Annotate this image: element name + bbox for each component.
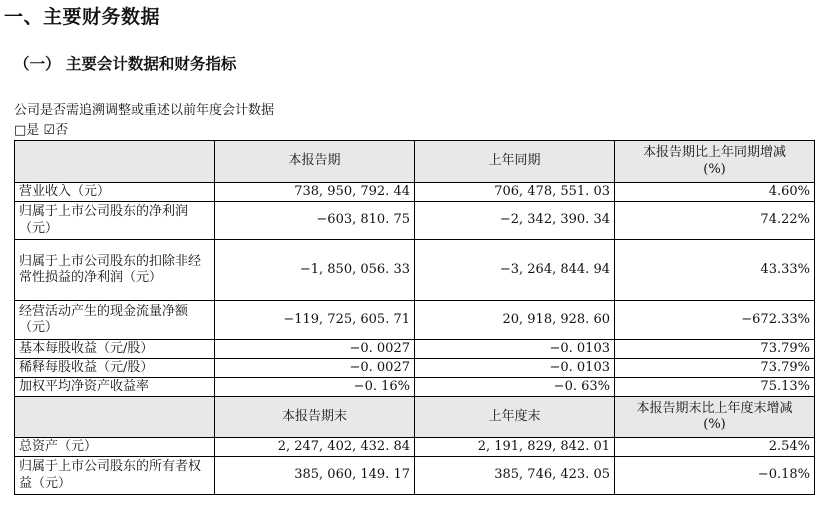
cell-previous: −0. 63% [415,378,615,397]
restate-question: 公司是否需追溯调整或重述以前年度会计数据 [14,103,275,118]
cell-current: −0. 0027 [215,340,415,359]
table2-header-previous: 上年度末 [415,397,615,438]
cell-current: −1, 850, 056. 33 [215,240,415,301]
cell-change: 2.54% [615,438,815,457]
table1-header-row [15,141,815,183]
cell-change: 4.60% [615,183,815,202]
row-label: 归属于上市公司股东的净利润（元） [15,202,215,240]
financial-table [14,140,815,495]
cell-current: 385, 060, 149. 17 [215,457,415,495]
cell-change: 43.33% [615,240,815,301]
row-label: 稀释每股收益（元/股） [15,359,215,378]
cell-current: 738, 950, 792. 44 [215,183,415,202]
table2-header-change [615,397,815,438]
cell-change: 73.79% [615,359,815,378]
subsection-title: （一） 主要会计数据和财务指标 [14,55,237,73]
table-row [15,183,815,202]
cell-previous: 706, 478, 551. 03 [415,183,615,202]
table-row [15,359,815,378]
no-checkbox[interactable]: ☑否 [43,123,69,138]
cell-previous: 385, 746, 423. 05 [415,457,615,495]
table1-header-change-text: 本报告期比上年同期增减 [642,145,786,160]
yes-checkbox[interactable]: □是 [14,123,40,138]
row-label: 基本每股收益（元/股） [15,340,215,359]
table-row [15,240,815,301]
row-label: 归属于上市公司股东的所有者权益（元） [15,457,215,495]
cell-current: −0. 0027 [215,359,415,378]
table1-header-previous: 上年同期 [415,141,615,183]
cell-current: −603, 810. 75 [215,202,415,240]
row-label: 归属于上市公司股东的扣除非经常性损益的净利润（元） [15,240,215,301]
cell-previous: −3, 264, 844. 94 [415,240,615,301]
table-row [15,202,815,240]
cell-change: −672.33% [615,301,815,340]
table-row [15,340,815,359]
cell-previous: 20, 918, 928. 60 [415,301,615,340]
table2-header-change-text: 本报告期末比上年度末增减 [636,400,793,416]
table1-header-change-unit: (%) [703,161,726,177]
table2-header-blank [15,397,215,438]
section-title: 一、主要财务数据 [4,6,161,28]
row-label: 营业收入（元） [15,183,215,202]
table-row [15,301,815,340]
table1-header-current: 本报告期 [215,141,415,183]
cell-change: 73.79% [615,340,815,359]
cell-previous: −2, 342, 390. 34 [415,202,615,240]
cell-change: 74.22% [615,202,815,240]
table2-header-change-unit: (%) [703,417,726,432]
table2-header-row [15,397,815,438]
cell-previous: −0. 0103 [415,359,615,378]
table1-header-change [615,141,815,183]
table-row [15,438,815,457]
cell-previous: −0. 0103 [415,340,615,359]
table-row [15,457,815,495]
cell-current: −119, 725, 605. 71 [215,301,415,340]
table2-header-current: 本报告期末 [215,397,415,438]
restate-options [14,119,68,138]
row-label: 总资产（元） [15,438,215,457]
cell-current: −0. 16% [215,378,415,397]
cell-previous: 2, 191, 829, 842. 01 [415,438,615,457]
cell-change: −0.18% [615,457,815,495]
row-label: 加权平均净资产收益率 [15,378,215,397]
cell-change: 75.13% [615,378,815,397]
table-row [15,378,815,397]
table1-header-blank [15,141,215,183]
row-label: 经营活动产生的现金流量净额（元） [15,301,215,340]
cell-current: 2, 247, 402, 432. 84 [215,438,415,457]
